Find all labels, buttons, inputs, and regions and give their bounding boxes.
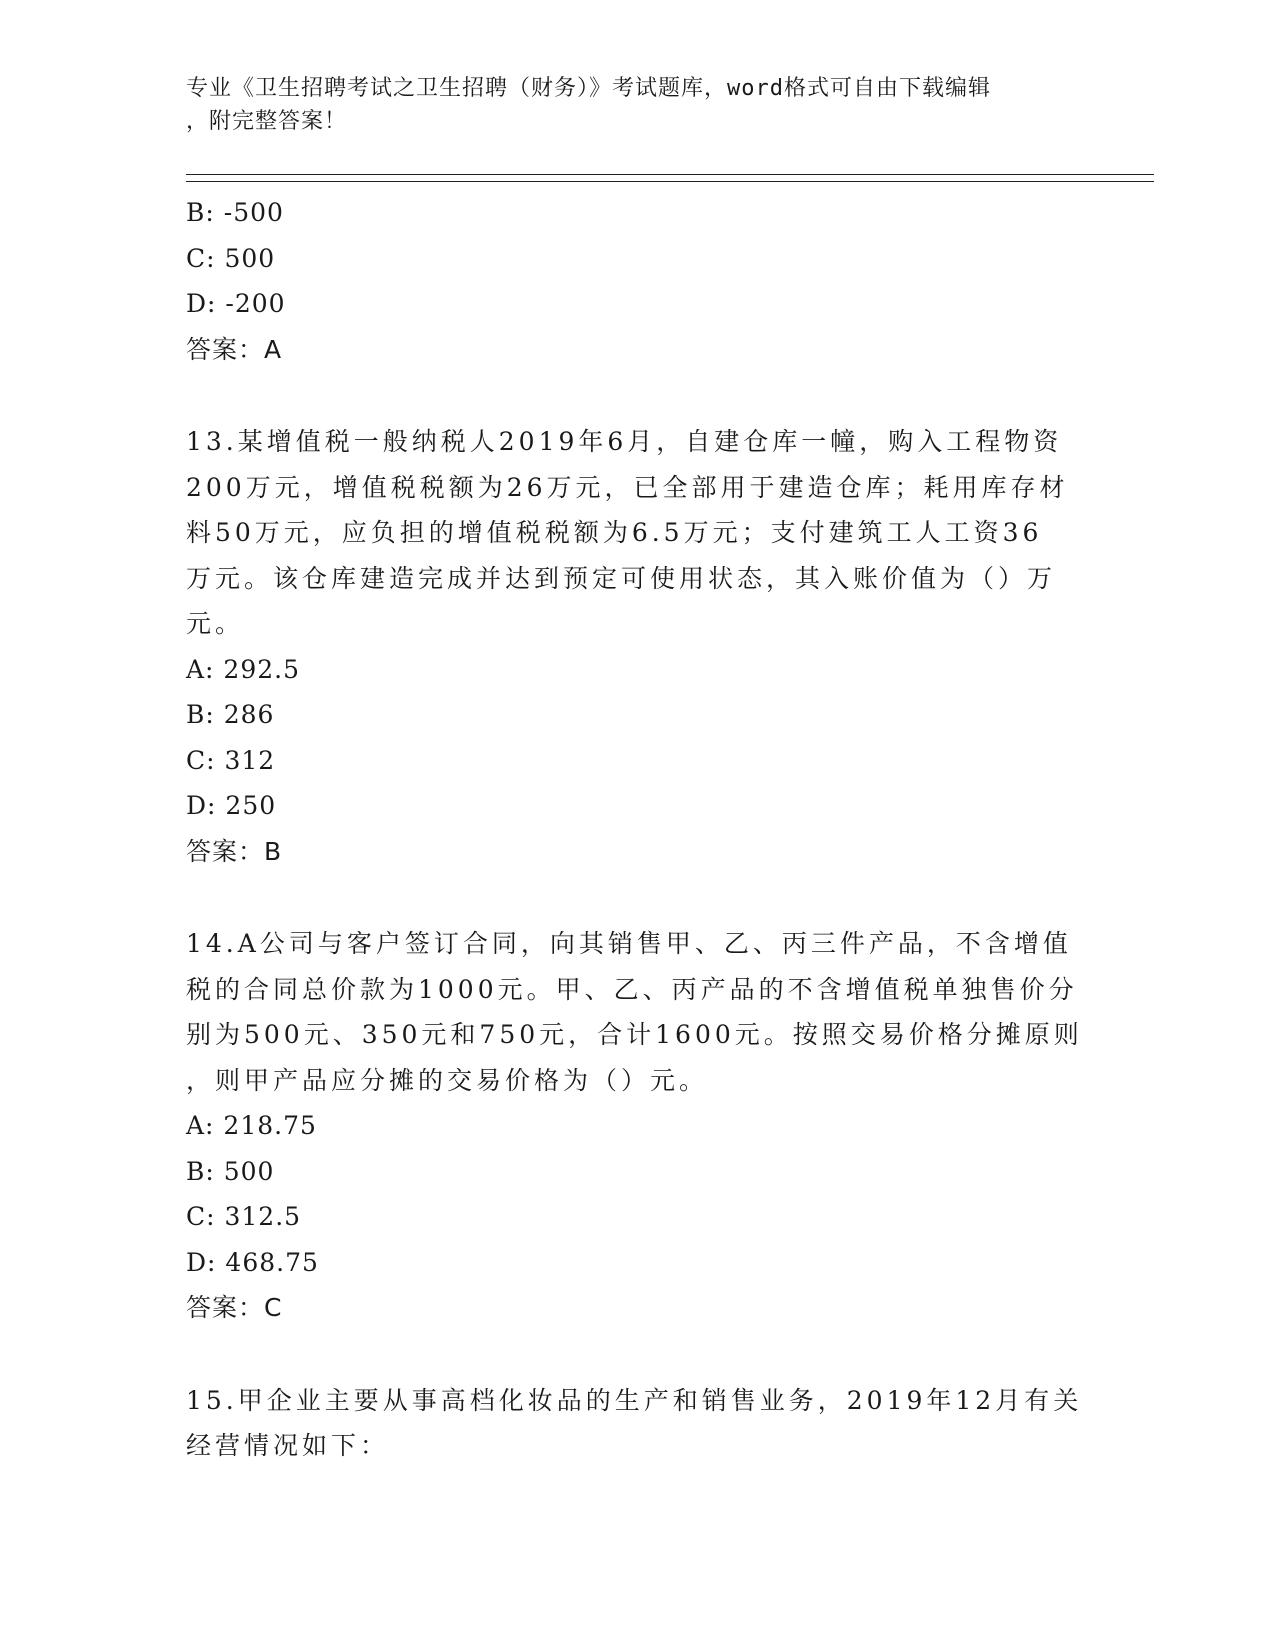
option-b: B: 286 [186,700,275,729]
header-divider-bottom [186,181,1154,182]
option-c: C: 312.5 [186,1202,302,1231]
option-b: B: -500 [186,198,284,227]
option-c: C: 500 [186,243,276,273]
question-stem-line: 元。 [186,609,245,638]
spacer [186,874,1066,921]
option-d: D: 250 [186,791,277,820]
question-12-tail [186,190,1066,372]
option-b: B: 500 [186,1156,275,1186]
answer: 答案：A [186,334,283,364]
question-15 [186,1378,1083,1469]
question-stem-line: 200万元，增值税税额为26万元，已全部用于建造仓库；耗用库存材 [186,472,1069,502]
question-stem-line: 13.某增值税一般纳税人2019年6月，自建仓库一幢，购入工程物资 [186,427,1063,456]
question-stem-line: 税的合同总价款为1000元。甲、乙、丙产品的不含增值税单独售价分 [186,974,1078,1004]
question-stem-line: 别为500元、350元和750元，合计1600元。按照交易价格分摊原则 [186,1020,1083,1049]
option-c: C: 312 [186,745,276,775]
question-stem-line: 料50万元，应负担的增值税税额为6.5万元；支付建筑工人工资36 [186,518,1043,547]
option-d: D: -200 [186,289,286,318]
question-14 [186,921,1083,1331]
header-divider-top [186,174,1154,175]
spacer [186,372,1066,419]
spacer [186,1331,1066,1378]
option-a: A: 292.5 [186,654,300,684]
header-line-1: 专业《卫生招聘考试之卫生招聘（财务）》考试题库，word格式可自由下载编辑 [186,76,991,101]
header-line-2: ，附完整答案！ [186,109,348,134]
page-header [186,72,1066,138]
option-a: A: 218.75 [186,1111,317,1140]
question-stem-line: 14.A公司与客户签订合同，向其销售甲、乙、丙三件产品，不含增值 [186,929,1072,958]
option-d: D: 468.75 [186,1247,319,1277]
question-stem-line: 万元。该仓库建造完成并达到预定可使用状态，其入账价值为（）万 [186,563,1057,593]
answer: 答案：B [186,836,283,866]
question-13 [186,419,1069,874]
answer: 答案：C [186,1293,283,1322]
document-body [186,190,1083,1469]
question-stem-line: 15.甲企业主要从事高档化妆品的生产和销售业务，2019年12月有关 [186,1385,1083,1415]
question-stem-line: 经营情况如下： [186,1431,390,1460]
question-stem-line: ，则甲产品应分摊的交易价格为（）元。 [186,1065,709,1095]
